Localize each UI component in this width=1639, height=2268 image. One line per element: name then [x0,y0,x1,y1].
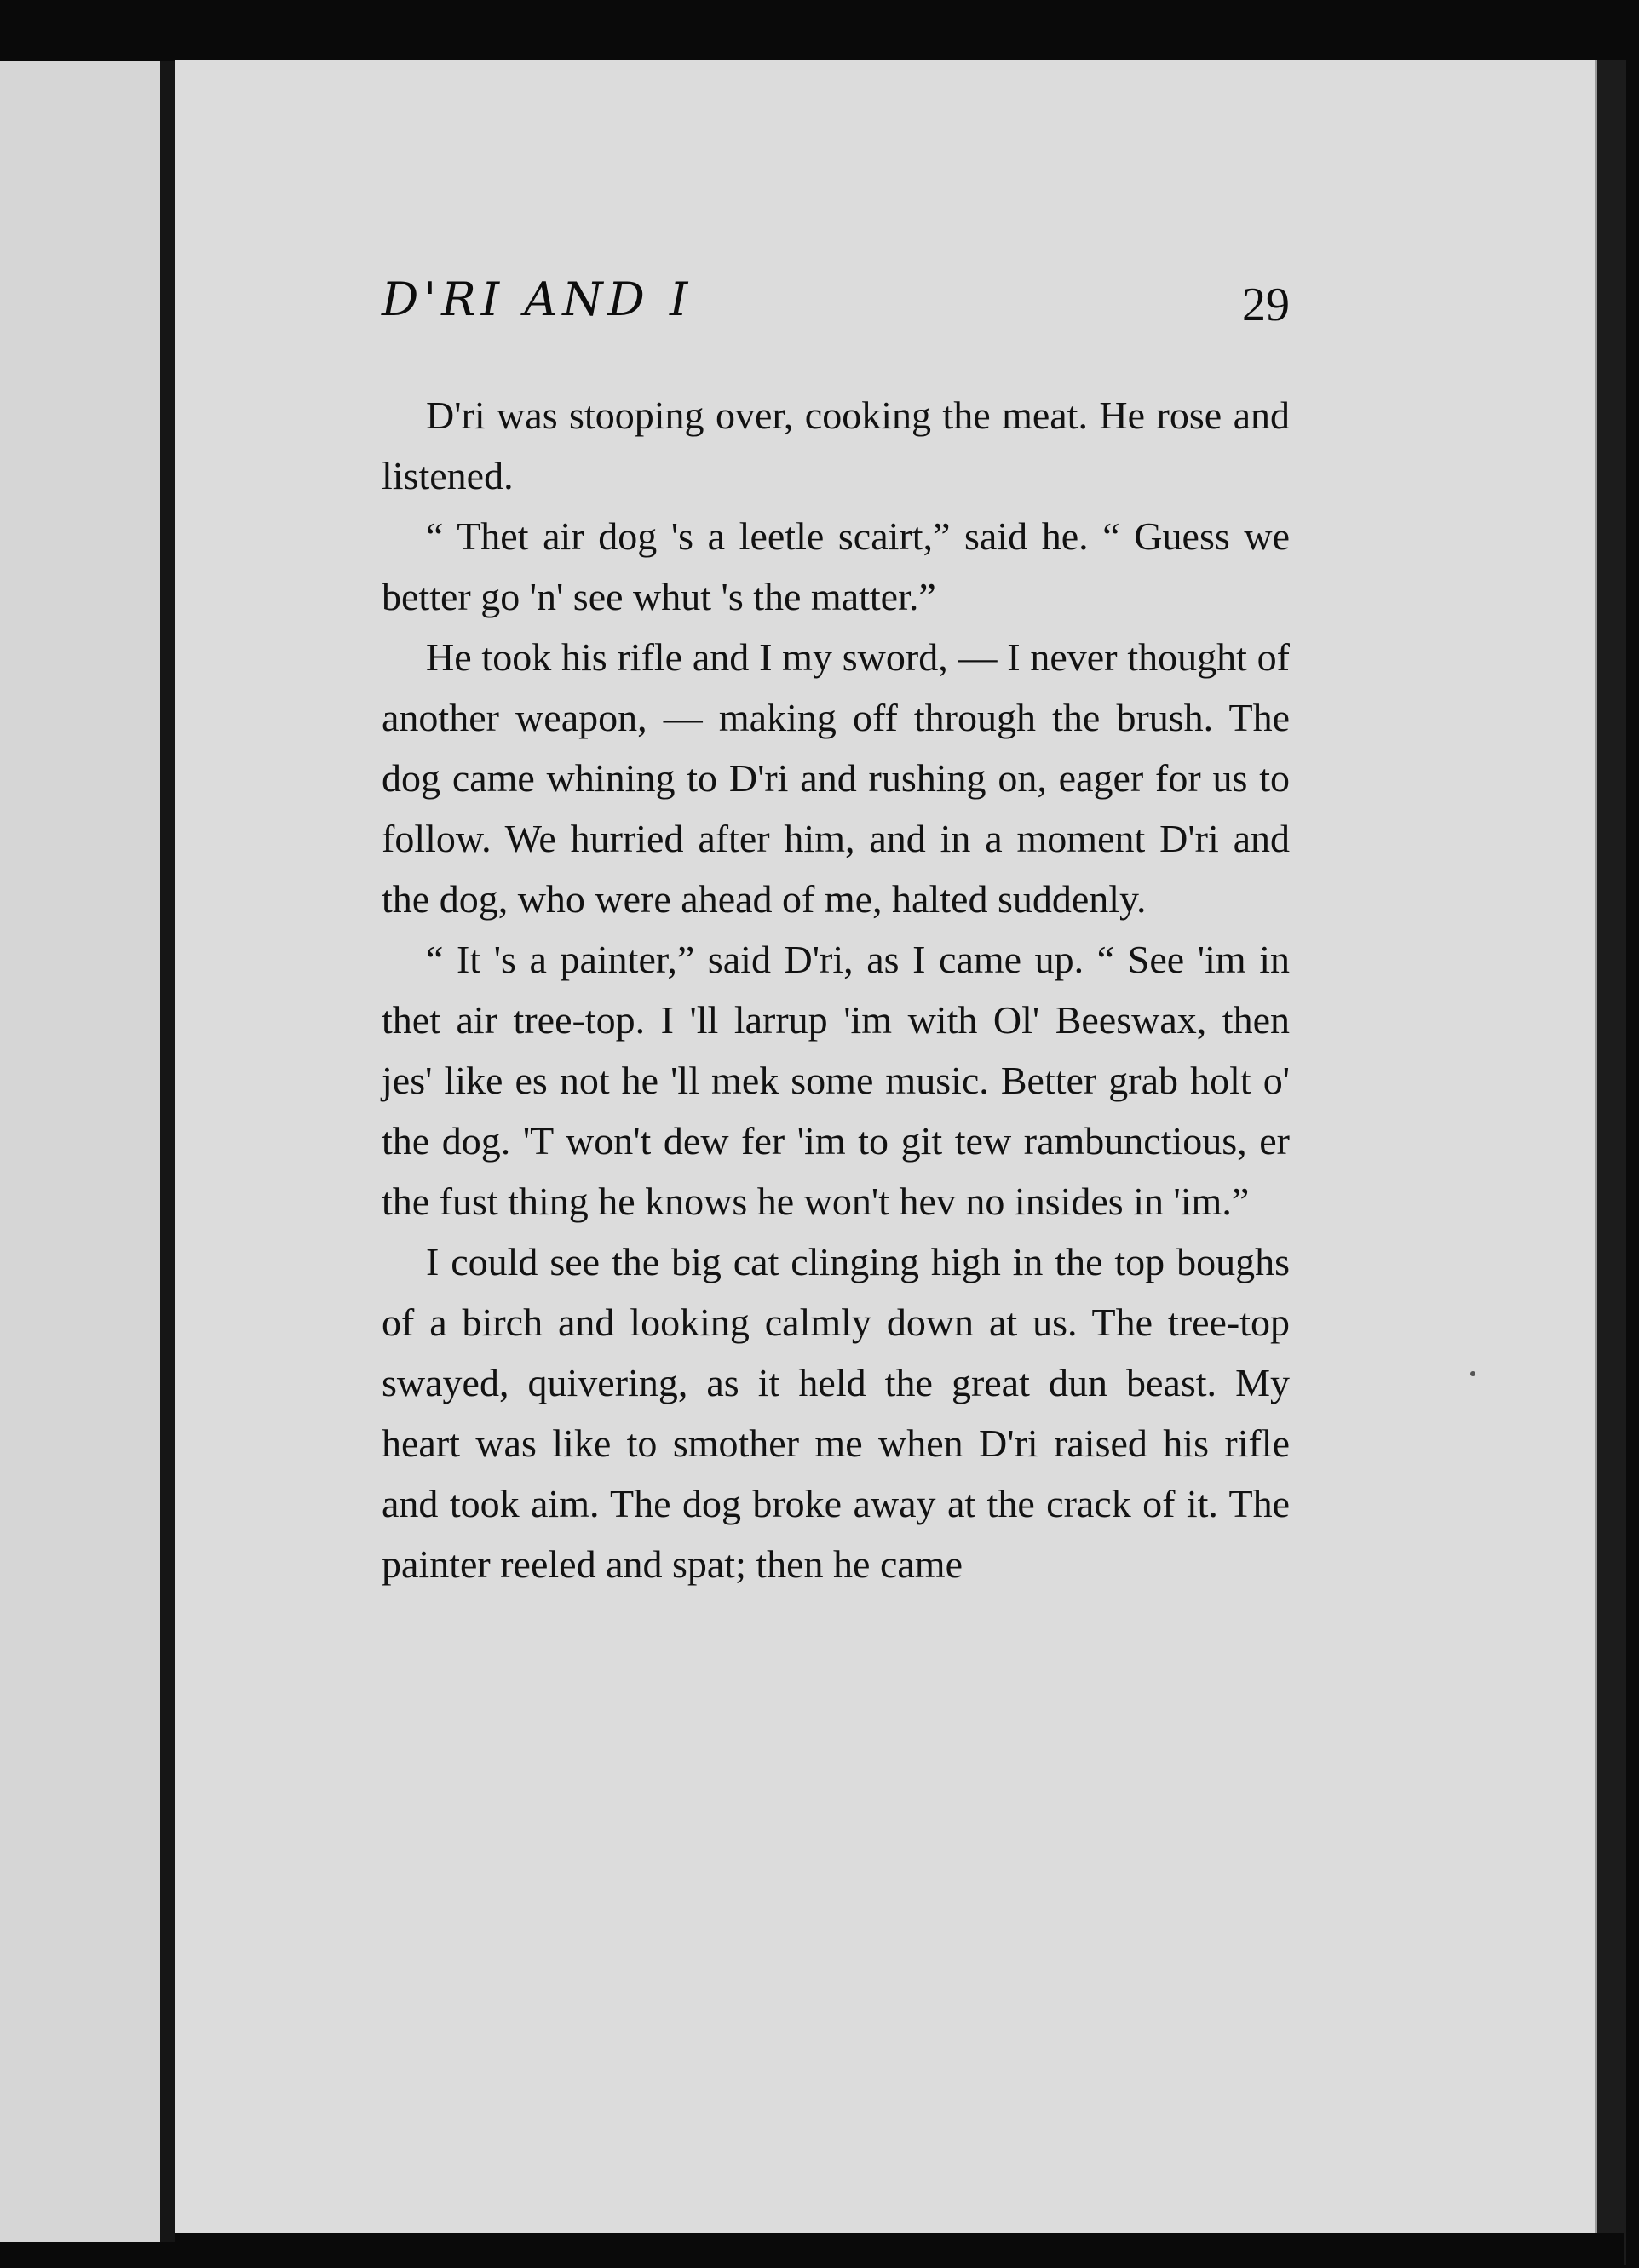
previous-page-edge [0,61,160,2242]
paper-speck [1470,1371,1475,1376]
paragraph: D'ri was stooping over, cooking the meat. He rose and listened. [382,393,1290,497]
page-number: 29 [1242,278,1290,331]
paragraph: “ It 's a painter,” said D'ri, as I came up. “ See 'im in thet air tree-top. I 'll larrup 'im with Ol' Beeswax, then jes' like es not he 'll mek some music. Better grab holt o' the dog. 'T won't dew fer 'im to git tew rambunctious, er the fust thing he knows he won't hev no insides in 'im.” [382,938,1290,1223]
paragraph: I could see the big cat clinging high in the top boughs of a birch and looking calmly down at us. The tree-top swayed, quivering, as it held the great dun beast. My heart was like to smother me when D'ri raised his rifle and took aim. The dog broke away at the crack of it. The painter reeled and spat; then he came [382,1240,1290,1586]
page-body [382,385,1290,1594]
page-header [382,273,1290,341]
scan-bottom-border [175,2233,1624,2268]
paragraph: He took his rifle and I my sword, — I never thought of another weapon, — making off through the brush. The dog came whining to D'ri and rushing on, eager for us to follow. We hurried after him, and in a moment D'ri and the dog, who were ahead of me, halted suddenly. [382,635,1290,921]
book-gutter [160,61,175,2242]
running-title: D'RI AND I [382,273,693,326]
page-stack-edge [1595,60,1626,2265]
paragraph: “ Thet air dog 's a leetle scairt,” said he. “ Guess we better go 'n' see whut 's the matter.” [382,514,1290,618]
